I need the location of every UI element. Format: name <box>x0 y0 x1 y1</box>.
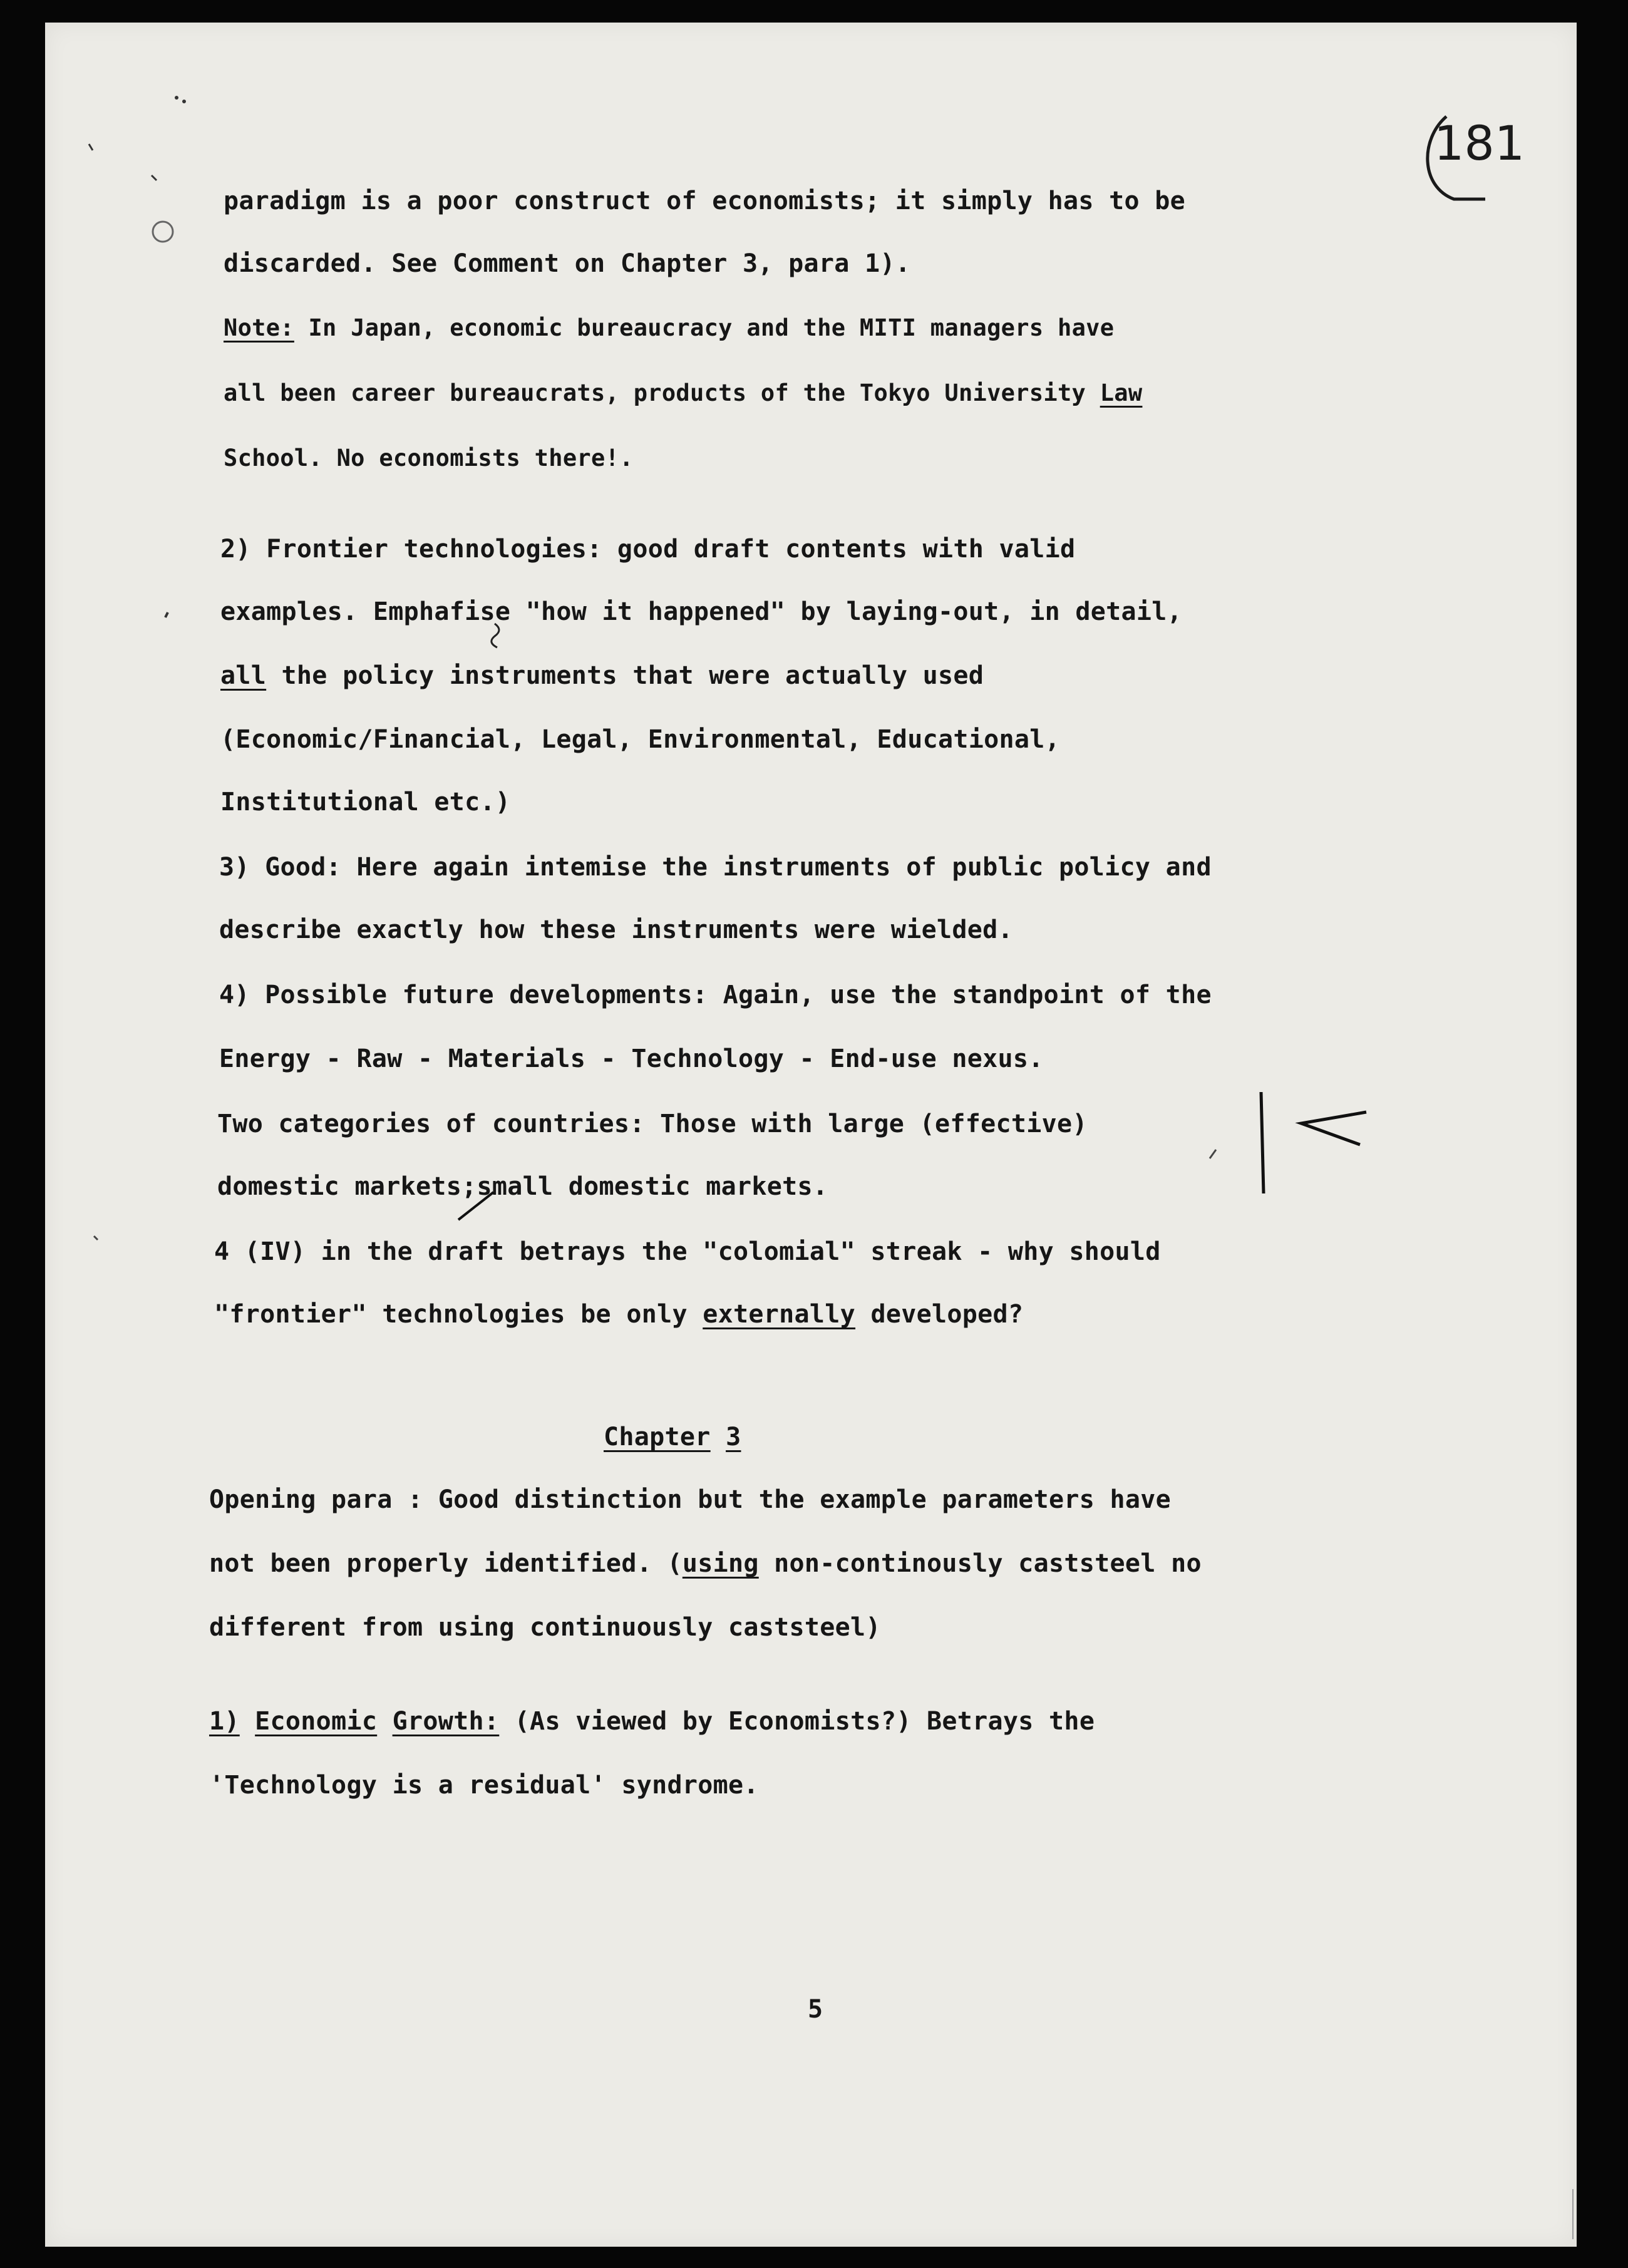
underlined-word: using <box>682 1549 759 1578</box>
underlined-word: Law <box>1100 379 1143 406</box>
line-text-rest: developed? <box>855 1300 1024 1329</box>
underlined-word: externally <box>703 1300 856 1329</box>
underlined-word: all <box>220 661 267 690</box>
line-text: describe exactly how these instruments were wielded. <box>219 915 1013 944</box>
line-text-rest: the policy instruments that were actually used <box>266 661 984 690</box>
page-number: 5 <box>808 1995 823 2024</box>
line-text: Opening para : Good distinction but the example parameters have <box>209 1485 1172 1514</box>
underlined-word: Growth: <box>392 1707 500 1736</box>
line-text: 4) Possible future developments: Again, use the standpoint of the <box>219 981 1212 1009</box>
line-text: Two categories of countries: Those with large (effective) <box>217 1110 1088 1138</box>
line-text: all been career bureaucrats, products of the Tokyo University <box>224 379 1100 406</box>
folio-number: 181 <box>1434 115 1525 171</box>
line-text: examples. Emphafise "how it happened" by laying-out, in detail, <box>220 597 1183 626</box>
line-text: paradigm is a poor construct of economists; it simply has to be <box>224 187 1186 215</box>
line-text-start: not been properly identified. ( <box>209 1549 683 1578</box>
line-text: In Japan, economic bureaucracy and the MITI managers have <box>294 314 1115 341</box>
line-text: Energy - Raw - Materials - Technology - End-use nexus. <box>219 1044 1044 1073</box>
line-text: School. No economists there!. <box>224 445 634 472</box>
chapter-word: Chapter <box>604 1423 711 1451</box>
underlined-word: Economic <box>255 1707 378 1736</box>
bottom-edge-mark <box>45 23 1577 2247</box>
document-page <box>45 23 1577 2247</box>
line-text: discarded. See Comment on Chapter 3, para 1). <box>224 249 911 278</box>
note-label: Note: <box>224 314 294 341</box>
line-text: "frontier" technologies be only <box>214 1300 703 1329</box>
line-text: Institutional etc.) <box>220 788 511 817</box>
line-text: 'Technology is a residual' syndrome. <box>209 1771 759 1800</box>
line-text: 2) Frontier technologies: good draft contents with valid <box>220 535 1076 564</box>
line-text-rest: (As viewed by Economists?) Betrays the <box>499 1707 1095 1736</box>
line-text: (Economic/Financial, Legal, Environmental, Educational, <box>220 725 1061 754</box>
line-text-rest: non-continously caststeel no <box>758 1549 1202 1578</box>
line-text: 4 (IV) in the draft betrays the "colomial" streak - why should <box>214 1237 1161 1266</box>
line-text: different from using continuously caststeel) <box>209 1613 881 1642</box>
underlined-word: 1) <box>209 1707 240 1736</box>
chapter-number: 3 <box>726 1423 741 1451</box>
line-text: domestic markets;small domestic markets. <box>217 1172 828 1201</box>
line-text: 3) Good: Here again intemise the instruments of public policy and <box>219 853 1212 882</box>
